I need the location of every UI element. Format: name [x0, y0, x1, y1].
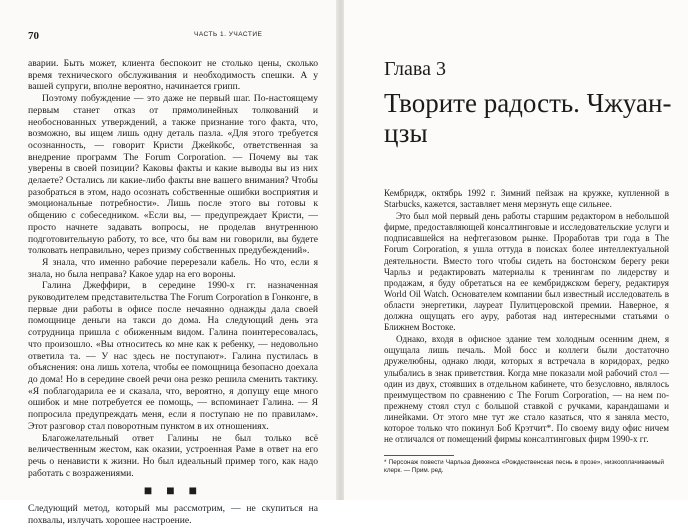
left-body-text: [28, 58, 318, 526]
paragraph: Галина Джеффири, в середине 1990-х гг. назначенная руководителем представительства The Forum Corporation в Гонконге, в первые дни работы в офисе после нечаянно однажды дала своей помощнице деньги на такси до дома. На следующий день эта сотрудница пришла с обиженным видом. Галина поинтересовалась, что произошло. «Вы относитесь ко мне как к ребенку, — недовольно ответила та. — У нас здесь не поступают». Галина пустилась в объяснения: она лишь хотела, чтобы ее помощница безопасно доехала до дома! Но в середине своей речи она резко решила сменить тактику. «Я поблагодарила ее и сказала, что, вероятно, я допущу еще много ошибок и мне потребуется ее помощь, — вспоминает Галина. — Я попросила предупреждать меня, если я поступаю не по правилам». Этот разговор стал поворотным пунктом в их отношениях.: [28, 280, 318, 432]
paragraph: Однако, входя в офисное здание тем холодным осенним днем, я ощущала лишь печаль. Мой босс и коллеги были достаточно дружелюбны, однако люди, которых я встречала в коридорах, редко улыбались в знак приветствия. Когда мне показали мой рабочий стол — один из двух, стоявших в отдельном кабинете, что безусловно, являлось преимуществом по сравнению с The Forum Corporation, — на нем по-прежнему стоял стул с большой ставкой с ручками, карандашами и линейками. От этого мне тут же стало казаться, что я заняла место, которое только что покинул Боб Крэтчит*. По своему виду офис ничем не отличался от помещений фирмы консалтинговых фирм 1990-х гг.: [384, 334, 669, 445]
section-header: ЧАСТЬ 1. УЧАСТИЕ: [194, 31, 263, 38]
chapter-title: Творите радость. Чжуан-цзы: [384, 88, 672, 148]
page-number: 70: [28, 30, 39, 42]
left-running-head: [28, 30, 318, 44]
closing-paragraph: Следующий метод, который мы рассмотрим, — не скупиться на похвалы, излучать хорошее настроение.: [28, 503, 318, 526]
paragraph: Кембридж, октябрь 1992 г. Зимний пейзаж на кружке, купленной в Starbucks, кажется, заставляет меня мерзнуть еще сильнее.: [384, 188, 669, 210]
section-separator: ■ ■ ■: [143, 482, 203, 499]
right-page: [344, 0, 688, 500]
left-page: [0, 0, 338, 526]
paragraph: Я знала, что именно рабочие перерезали кабель. Но что, если я знала, но была неправа? Какое удар на его вороны.: [28, 256, 318, 280]
paragraph: аварии. Быть может, клиента беспокоит не столько цены, сколько время технического обслуживания и необходимость спешки. А у вашей супруги, вполне вероятно, начинается грипп.: [28, 58, 318, 93]
paragraph: Поэтому побуждение — это даже не первый шаг. По-настоящему первым станет отказ от прямолинейных толкований и необоснованных утверждений, а также признание того факта, что, возможно, вы ищем лишь одну деталь пазла. «Для этого требуется осознанность, — говорит Кристи Джейкобс, ответственная за внедрение программ The Forum Corporation. — Почему вы так уверены в своей позиции? Каковы факты и какие выводы вы из них делаете? Остались ли какие-либо факты вне вашего внимания? Чтобы разобраться в этом, надо осознать собственные ошибки восприятия и эмоциональные потребности». Лишь после этого вы готовы к общению с собеседником. «Если вы, — предупреждает Кристи, — просто начнете задавать вопросы, не проделав внутреннюю подготовительную работу, то все, что бы вам ни говорили, вы будете толковать неправильно, через призму собственных предубеждений».: [28, 93, 318, 257]
footnote: * Персонаж повести Чарльза Диккенса «Рождественская песнь в прозе», низкооплачиваемый клерк. — Прим. ред.: [384, 459, 664, 474]
footnote-rule: [384, 455, 454, 456]
chapter-label: Глава 3: [384, 58, 446, 80]
right-body-text: [384, 188, 669, 446]
paragraph: Это был мой первый день работы старшим редактором в небольшой фирме, предоставляющей консалтинговые и исследовательские услуги и подписавшейся на нефтегазовом рынке. Проработав три года в The Forum Corporation, я ушла оттуда в поисках более интеллектуальной деятельности. Вместо того чтобы сидеть на бостонском берегу реки Чарльз и редактировать материалы к тренингам по лидерству и продажам, я буду обретаться на ее кембриджском берегу, редактируя World Oil Watch. Основателем компании был известный исследователь в области энергетики, лауреат Пулитцеровской премии. Наверное, я должна ощущать его ауру, работая над интересными статьями о Ближнем Востоке.: [384, 211, 669, 333]
paragraph: Благожелательный ответ Галины не был только всё величественным жестом, как оказии, устроенная Раме в ответ на его речь о ненависти к жизни. Но был идеальный пример того, как надо работать с возражениями.: [28, 432, 318, 479]
